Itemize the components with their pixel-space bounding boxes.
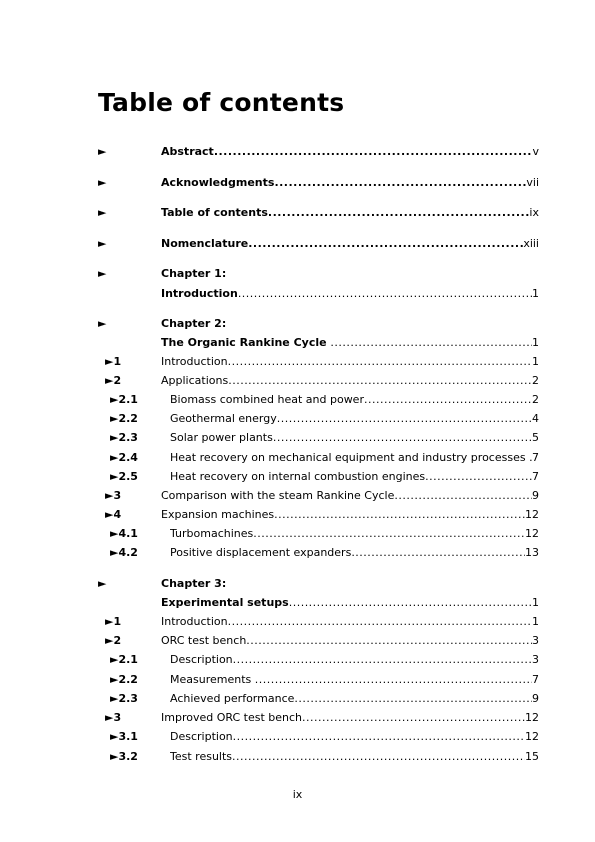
section-number: ►3 [105, 711, 122, 724]
dot-leader [253, 526, 525, 542]
dot-leader [248, 236, 523, 252]
subsection-number: ►2.3 [110, 431, 138, 444]
subsection-number: ►4.2 [110, 546, 138, 559]
chapter-heading: Chapter 2: [161, 317, 227, 330]
toc-row-nomenclature[interactable] [0, 236, 595, 252]
toc-entry-label: Test results [170, 750, 233, 763]
dot-leader [228, 614, 532, 630]
toc-entry-page: 12 [525, 730, 539, 743]
dot-leader [268, 205, 530, 221]
toc-entry-label: Heat recovery on mechanical equipment and industry processes [170, 451, 530, 464]
toc-row-subsection[interactable] [0, 392, 595, 408]
toc-row-subsection[interactable] [0, 672, 595, 688]
dot-leader [351, 545, 525, 561]
toc-entry-label: Description [170, 653, 233, 666]
toc-entry-page: vii [526, 176, 539, 189]
arrow-marker-icon: ► [98, 577, 107, 590]
dot-leader [394, 488, 532, 504]
toc-entry-page: 12 [525, 711, 539, 724]
section-number: ►2 [105, 374, 122, 387]
toc-row-section[interactable] [0, 614, 595, 630]
dot-leader [277, 411, 532, 427]
section-number: ►2 [105, 634, 122, 647]
subsection-number: ►2.1 [110, 393, 138, 406]
toc-entry-page: 7 [532, 451, 539, 464]
toc-entry-page: 1 [532, 596, 539, 609]
toc-entry-page: 1 [532, 615, 539, 628]
toc-row-subsection[interactable] [0, 691, 595, 707]
subsection-number: ►2.3 [110, 692, 138, 705]
toc-entry-page: 4 [532, 412, 539, 425]
toc-row-chapter-3[interactable] [0, 576, 595, 592]
dot-leader [364, 392, 532, 408]
dot-leader [302, 710, 525, 726]
toc-entry-label: Expansion machines [161, 508, 275, 521]
toc-entry-label: Introduction [161, 287, 238, 300]
toc-entry-page: 1 [532, 336, 539, 349]
toc-entry-label: Achieved performance [170, 692, 295, 705]
toc-row-subsection[interactable] [0, 526, 595, 542]
toc-entry-label: Acknowledgments [161, 176, 275, 189]
toc-row-subsection[interactable] [0, 652, 595, 668]
toc-entry-page: 9 [532, 489, 539, 502]
toc-entry-label: Experimental setups [161, 596, 289, 609]
toc-entry-page: 2 [532, 374, 539, 387]
toc-row-chapter-3-title[interactable] [0, 595, 595, 611]
toc-entry-label: Heat recovery on internal combustion engines [170, 470, 426, 483]
toc-entry-page: 5 [532, 431, 539, 444]
toc-row-section[interactable] [0, 488, 595, 504]
dot-leader [228, 354, 532, 370]
toc-row-chapter-1-title[interactable] [0, 286, 595, 302]
toc-entry-page: ix [529, 206, 539, 219]
toc-row-chapter-1[interactable] [0, 266, 595, 282]
toc-entry-label: Turbomachines [170, 527, 254, 540]
arrow-marker-icon: ► [98, 267, 107, 280]
subsection-number: ►2.4 [110, 451, 138, 464]
toc-entry-label: Biomass combined heat and power [170, 393, 364, 406]
toc-entry-label: Abstract [161, 145, 214, 158]
section-number: ►3 [105, 489, 122, 502]
toc-entry-page: 7 [532, 673, 539, 686]
dot-leader [425, 469, 532, 485]
toc-entry-label: Description [170, 730, 233, 743]
toc-row-table-of-contents[interactable] [0, 205, 595, 221]
chapter-heading: Chapter 1: [161, 267, 227, 280]
toc-entry-label: Measurements [170, 673, 255, 686]
toc-row-chapter-2-title[interactable] [0, 335, 595, 351]
toc-row-acknowledgments[interactable] [0, 175, 595, 191]
toc-row-section[interactable] [0, 507, 595, 523]
dot-leader [228, 373, 532, 389]
subsection-number: ►2.1 [110, 653, 138, 666]
toc-row-abstract[interactable] [0, 144, 595, 160]
toc-row-subsection[interactable] [0, 469, 595, 485]
subsection-number: ►2.5 [110, 470, 138, 483]
dot-leader [214, 144, 533, 160]
toc-row-subsection[interactable] [0, 430, 595, 446]
dot-leader [330, 335, 532, 351]
toc-row-section[interactable] [0, 633, 595, 649]
toc-row-section[interactable] [0, 354, 595, 370]
arrow-marker-icon: ► [98, 237, 107, 250]
toc-entry-page: 3 [532, 634, 539, 647]
section-number: ►1 [105, 355, 122, 368]
toc-entry-page: xiii [523, 237, 539, 250]
dot-leader [232, 749, 525, 765]
toc-entry-page: 7 [532, 470, 539, 483]
toc-entry-label: Introduction [161, 615, 228, 628]
toc-entry-label: Nomenclature [161, 237, 249, 250]
toc-entry-label: The Organic Rankine Cycle [161, 336, 331, 349]
section-number: ►1 [105, 615, 122, 628]
toc-entry-label: Table of contents [161, 206, 268, 219]
page-title: Table of contents [98, 88, 345, 117]
dot-leader [246, 633, 532, 649]
chapter-heading: Chapter 3: [161, 577, 227, 590]
toc-entry-label: ORC test bench [161, 634, 247, 647]
subsection-number: ►3.2 [110, 750, 138, 763]
toc-entry-page: v [532, 145, 539, 158]
toc-entry-label: Positive displacement expanders [170, 546, 352, 559]
toc-row-section[interactable] [0, 710, 595, 726]
dot-leader [255, 672, 532, 688]
dot-leader [233, 652, 532, 668]
toc-entry-page: 3 [532, 653, 539, 666]
toc-row-subsection[interactable] [0, 545, 595, 561]
toc-entry-label: Comparison with the steam Rankine Cycle [161, 489, 395, 502]
dot-leader [238, 286, 532, 302]
dot-leader [294, 691, 532, 707]
subsection-number: ►4.1 [110, 527, 138, 540]
toc-row-section[interactable] [0, 373, 595, 389]
toc-entry-page: 9 [532, 692, 539, 705]
toc-entry-page: 13 [525, 546, 539, 559]
dot-leader [274, 175, 526, 191]
section-number: ►4 [105, 508, 122, 521]
toc-entry-label: Solar power plants [170, 431, 273, 444]
toc-entry-page: 12 [525, 508, 539, 521]
dot-leader [274, 507, 525, 523]
arrow-marker-icon: ► [98, 145, 107, 158]
toc-row-subsection[interactable] [0, 749, 595, 765]
toc-entry-label: Geothermal energy [170, 412, 277, 425]
toc-entry-page: 2 [532, 393, 539, 406]
dot-leader [289, 595, 532, 611]
toc-entry-page: 1 [532, 355, 539, 368]
subsection-number: ►2.2 [110, 673, 138, 686]
toc-entry-label: Improved ORC test bench [161, 711, 303, 724]
toc-entry-label: Applications [161, 374, 229, 387]
arrow-marker-icon: ► [98, 206, 107, 219]
toc-row-subsection[interactable] [0, 450, 595, 466]
toc-entry-page: 12 [525, 527, 539, 540]
dot-leader [233, 729, 525, 745]
toc-entry-label: Introduction [161, 355, 228, 368]
subsection-number: ►3.1 [110, 730, 138, 743]
page-number-footer: ix [292, 788, 303, 801]
dot-leader [273, 430, 532, 446]
toc-entry-page: 1 [532, 287, 539, 300]
subsection-number: ►2.2 [110, 412, 138, 425]
arrow-marker-icon: ► [98, 317, 107, 330]
arrow-marker-icon: ► [98, 176, 107, 189]
toc-row-subsection[interactable] [0, 729, 595, 745]
toc-row-chapter-2[interactable] [0, 316, 595, 332]
toc-entry-page: 15 [525, 750, 539, 763]
toc-row-subsection[interactable] [0, 411, 595, 427]
